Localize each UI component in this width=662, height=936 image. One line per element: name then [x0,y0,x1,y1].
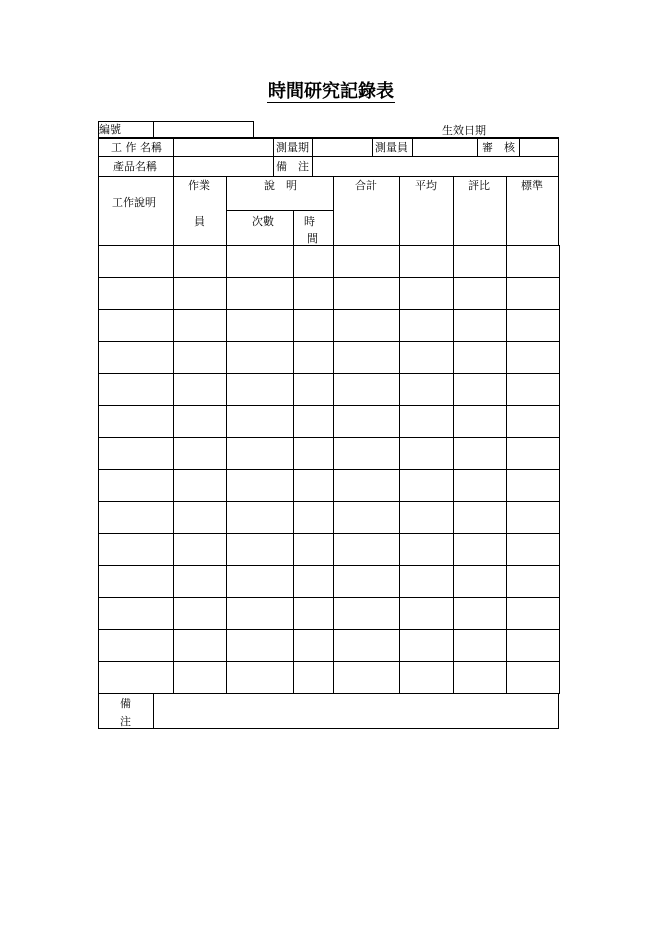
table-cell[interactable] [98,373,174,406]
description-header: 說 明 [264,179,297,192]
review-label: 審 核 [482,141,515,154]
table-cell[interactable] [399,565,454,598]
table-cell[interactable] [506,373,560,406]
table-cell[interactable] [98,661,174,694]
table-cell[interactable] [506,437,560,470]
table-cell[interactable] [293,661,334,694]
serial-label: 編號 [99,123,121,136]
table-cell[interactable] [226,405,294,438]
divider [226,210,333,211]
table-cell[interactable] [293,533,334,566]
table-cell[interactable] [293,629,334,662]
table-cell[interactable] [98,469,174,502]
table-cell[interactable] [506,469,560,502]
table-cell[interactable] [333,373,400,406]
table-cell[interactable] [453,373,507,406]
table-cell[interactable] [399,533,454,566]
table-cell[interactable] [506,501,560,534]
table-cell[interactable] [453,437,507,470]
table-cell[interactable] [226,277,294,310]
table-cell[interactable] [293,565,334,598]
divider [506,176,507,246]
table-cell[interactable] [293,277,334,310]
table-cell[interactable] [333,341,400,374]
product-name-field[interactable] [174,157,273,176]
table-cell[interactable] [173,501,227,534]
table-cell[interactable] [98,597,174,630]
table-cell[interactable] [98,341,174,374]
standard-header: 標準 [521,179,543,192]
table-cell[interactable] [506,405,560,438]
job-name-field[interactable] [174,139,273,156]
divider [273,156,274,177]
table-cell[interactable] [173,245,227,278]
table-cell[interactable] [399,661,454,694]
footer-remark-top: 備 [120,697,131,710]
table-cell[interactable] [399,277,454,310]
table-cell[interactable] [506,309,560,342]
average-header: 平均 [415,179,437,192]
table-cell[interactable] [173,277,227,310]
table-cell[interactable] [226,629,294,662]
time-header-top: 時 [304,215,315,228]
table-cell[interactable] [293,309,334,342]
table-cell[interactable] [293,597,334,630]
operator-header-top: 作業 [188,179,210,192]
remark-field[interactable] [313,157,558,176]
measurer-label: 測量員 [375,141,408,154]
divider [273,138,274,157]
table-cell[interactable] [333,469,400,502]
table-cell[interactable] [453,277,507,310]
table-cell[interactable] [453,501,507,534]
table-cell[interactable] [399,245,454,278]
table-cell[interactable] [173,661,227,694]
divider [453,176,454,246]
divider [293,210,294,246]
table-cell[interactable] [98,245,174,278]
table-cell[interactable] [173,469,227,502]
table-cell[interactable] [453,245,507,278]
review-field[interactable] [520,139,558,156]
product-name-label: 產品名稱 [113,160,157,173]
table-cell[interactable] [293,469,334,502]
count-header: 次數 [252,215,274,228]
work-desc-header: 工作說明 [112,196,156,209]
table-cell[interactable] [506,597,560,630]
table-cell[interactable] [453,629,507,662]
table-cell[interactable] [173,629,227,662]
table-cell[interactable] [226,341,294,374]
table-cell[interactable] [333,437,400,470]
table-cell[interactable] [226,597,294,630]
table-cell[interactable] [98,533,174,566]
table-cell[interactable] [226,469,294,502]
table-cell[interactable] [399,309,454,342]
table-cell[interactable] [293,437,334,470]
measure-period-field[interactable] [313,139,372,156]
table-cell[interactable] [333,597,400,630]
table-cell[interactable] [226,565,294,598]
table-cell[interactable] [399,341,454,374]
table-cell[interactable] [333,405,400,438]
table-cell[interactable] [506,341,560,374]
table-cell[interactable] [98,309,174,342]
table-cell[interactable] [333,245,400,278]
table-cell[interactable] [293,405,334,438]
divider [173,176,174,246]
table-cell[interactable] [173,405,227,438]
table-cell[interactable] [98,277,174,310]
time-header-bottom: 間 [307,232,318,245]
table-cell[interactable] [173,341,227,374]
table-cell[interactable] [173,437,227,470]
table-cell[interactable] [506,629,560,662]
form-title: 時間研究記錄表 [268,81,394,102]
divider [226,176,227,246]
table-cell[interactable] [173,373,227,406]
table-cell[interactable] [453,405,507,438]
measurer-field[interactable] [413,139,477,156]
table-cell[interactable] [226,501,294,534]
table-cell[interactable] [453,533,507,566]
footer-remark-field[interactable] [154,694,558,728]
table-cell[interactable] [333,501,400,534]
divider [477,138,478,157]
table-cell[interactable] [399,469,454,502]
table-cell[interactable] [293,373,334,406]
table-cell[interactable] [333,629,400,662]
table-cell[interactable] [506,277,560,310]
table-cell[interactable] [98,405,174,438]
table-cell[interactable] [506,661,560,694]
serial-field[interactable] [153,121,254,138]
table-cell[interactable] [333,661,400,694]
table-cell[interactable] [333,565,400,598]
table-cell[interactable] [98,437,174,470]
table-cell[interactable] [173,533,227,566]
rating-header: 評比 [468,179,490,192]
divider [372,138,373,157]
table-cell[interactable] [98,629,174,662]
table-cell[interactable] [399,437,454,470]
table-cell[interactable] [453,565,507,598]
table-cell[interactable] [226,309,294,342]
table-cell[interactable] [293,341,334,374]
table-cell[interactable] [173,309,227,342]
table-cell[interactable] [506,565,560,598]
measure-period-label: 測量期 [276,141,309,154]
effective-date-label: 生效日期 [442,124,486,137]
table-cell[interactable] [399,405,454,438]
table-cell[interactable] [333,309,400,342]
table-cell[interactable] [226,533,294,566]
remark-label: 備 注 [276,160,309,173]
table-cell[interactable] [333,533,400,566]
total-header: 合計 [355,179,377,192]
table-cell[interactable] [226,245,294,278]
table-cell[interactable] [453,661,507,694]
table-cell[interactable] [226,373,294,406]
table-cell[interactable] [226,437,294,470]
table-cell[interactable] [453,469,507,502]
table-cell[interactable] [506,245,560,278]
table-cell[interactable] [293,501,334,534]
table-cell[interactable] [399,597,454,630]
table-cell[interactable] [173,565,227,598]
table-cell[interactable] [453,597,507,630]
table-cell[interactable] [399,629,454,662]
job-name-label: 工 作 名稱 [111,141,162,154]
footer-remark-bottom: 注 [120,715,131,728]
table-cell[interactable] [293,245,334,278]
table-cell[interactable] [399,373,454,406]
table-cell[interactable] [453,341,507,374]
table-cell[interactable] [399,501,454,534]
divider [399,176,400,246]
table-cell[interactable] [173,597,227,630]
table-cell[interactable] [226,661,294,694]
table-cell[interactable] [506,533,560,566]
table-cell[interactable] [333,277,400,310]
operator-header-bottom: 員 [194,215,205,228]
table-cell[interactable] [98,565,174,598]
divider [333,176,334,246]
table-cell[interactable] [98,501,174,534]
table-cell[interactable] [453,309,507,342]
